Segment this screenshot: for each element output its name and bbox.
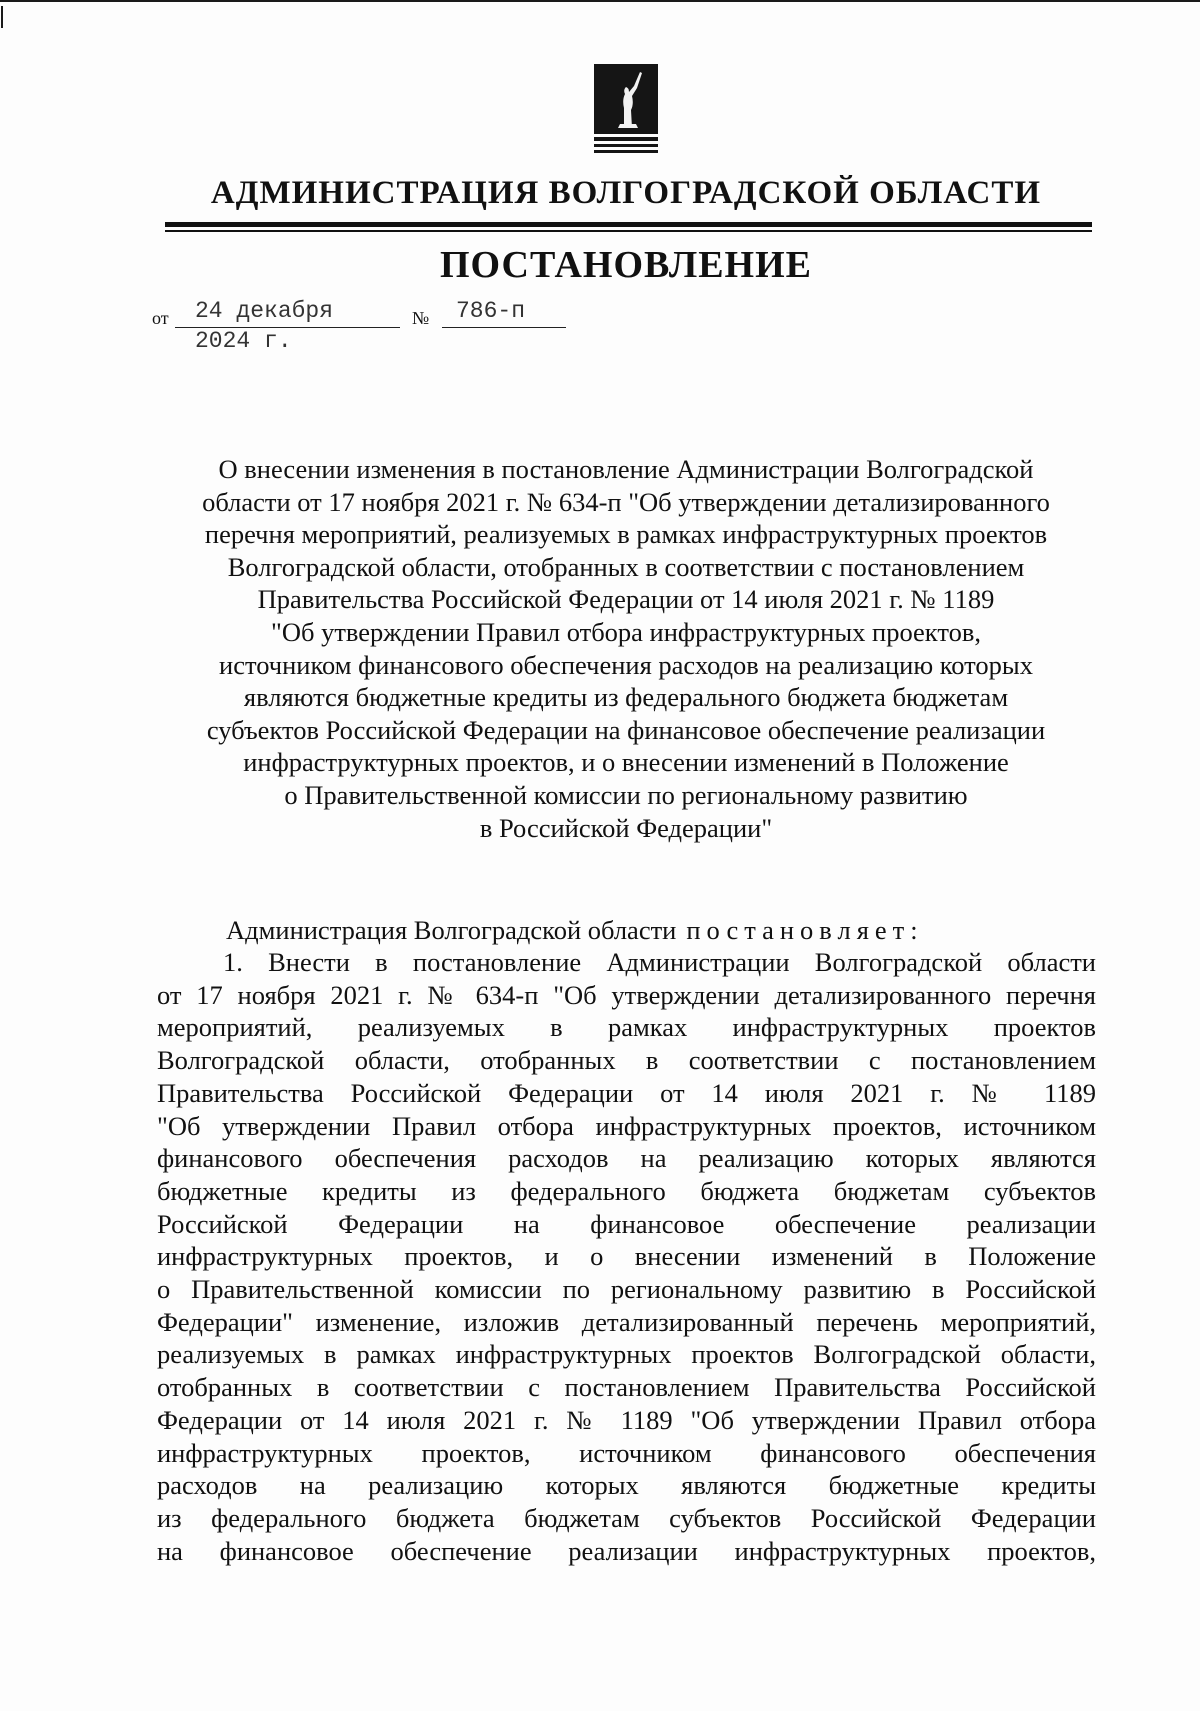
- preamble-subject: Администрация Волгоградской области: [226, 915, 677, 945]
- body-line: инфраструктурных проектов, и о внесении изменений в Положение: [157, 1241, 1096, 1272]
- subject-line: о Правительственной комиссии по региональному развитию: [284, 779, 968, 810]
- subject-line: области от 17 ноября 2021 г. № 634-п "Об утверждении детализированного: [202, 486, 1050, 517]
- subject-line: инфраструктурных проектов, и о внесении изменений в Положение: [243, 747, 1009, 778]
- header-rule-thick: [165, 222, 1092, 227]
- body-line: финансового обеспечения расходов на реализацию которых являются: [157, 1143, 1096, 1174]
- subject-heading: [150, 453, 1102, 844]
- subject-line: Правительства Российской Федерации от 14 июля 2021 г. № 1189: [257, 584, 995, 615]
- number-sign-label: №: [412, 308, 430, 328]
- body-line: из федерального бюджета бюджетам субъектов Российской Федерации: [157, 1502, 1096, 1533]
- body-line: 1. Внести в постановление Администрации Волгоградской области: [223, 947, 1096, 977]
- body-line: на финансовое обеспечение реализации инфраструктурных проектов,: [157, 1535, 1096, 1566]
- date-prefix-label: от: [152, 308, 169, 328]
- subject-line: источником финансового обеспечения расходов на реализацию которых: [219, 649, 1033, 680]
- subject-line: являются бюджетные кредиты из федерального бюджета бюджетам: [243, 682, 1009, 713]
- number-field: 786-п: [442, 296, 566, 328]
- body-line: мероприятий, реализуемых в рамках инфраструктурных проектов: [157, 1012, 1096, 1043]
- preamble-verb: постановляет:: [686, 915, 924, 945]
- subject-line: Волгоградской области, отобранных в соответствии с постановлением: [227, 551, 1025, 582]
- body-line: Правительства Российской Федерации от 14 июля 2021 г. № 1189: [157, 1077, 1096, 1108]
- body-line: Российской Федерации на финансовое обеспечение реализации: [157, 1208, 1096, 1239]
- body-line: расходов на реализацию которых являются бюджетные кредиты: [157, 1470, 1096, 1501]
- date-field: 24 декабря 2024 г.: [175, 296, 400, 328]
- preamble: [226, 914, 924, 946]
- body-line: "Об утверждении Правил отбора инфраструктурных проектов, источником: [157, 1110, 1096, 1141]
- organization-title: АДМИНИСТРАЦИЯ ВОЛГОГРАДСКОЙ ОБЛАСТИ: [210, 175, 1042, 211]
- header-rule-thin: [165, 230, 1092, 232]
- scan-edge-top: [0, 0, 1200, 2]
- document-type-title: ПОСТАНОВЛЕНИЕ: [439, 244, 813, 286]
- subject-line: в Российской Федерации": [479, 812, 773, 843]
- body-line: отобранных в соответствии с постановлением Правительства Российской: [157, 1372, 1096, 1403]
- body-line: Федерации от 14 июля 2021 г. № 1189 "Об утверждении Правил отбора: [157, 1404, 1096, 1435]
- body-line: инфраструктурных проектов, источником финансового обеспечения: [157, 1437, 1096, 1468]
- subject-line: О внесении изменения в постановление Администрации Волгоградской: [218, 454, 1034, 484]
- body-line: Федерации" изменение, изложив детализированный перечень мероприятий,: [157, 1306, 1096, 1337]
- subject-line: субъектов Российской Федерации на финансовое обеспечение реализации: [206, 714, 1046, 745]
- body-line: реализуемых в рамках инфраструктурных проектов Волгоградской области,: [157, 1339, 1096, 1370]
- operative-paragraph-1: [157, 946, 1096, 1567]
- subject-line: перечня мероприятий, реализуемых в рамках инфраструктурных проектов: [204, 519, 1048, 550]
- volgograd-emblem-icon: [594, 64, 658, 154]
- body-line: о Правительственной комиссии по региональному развитию в Российской: [157, 1274, 1096, 1305]
- body-line: Волгоградской области, отобранных в соответствии с постановлением: [157, 1045, 1096, 1076]
- scan-edge-left: [1, 6, 3, 28]
- body-line: бюджетные кредиты из федерального бюджета бюджетам субъектов: [157, 1175, 1096, 1206]
- body-line: от 17 ноября 2021 г. № 634-п "Об утверждении детализированного перечня: [157, 979, 1096, 1010]
- subject-line: "Об утверждении Правил отбора инфраструктурных проектов,: [271, 616, 981, 647]
